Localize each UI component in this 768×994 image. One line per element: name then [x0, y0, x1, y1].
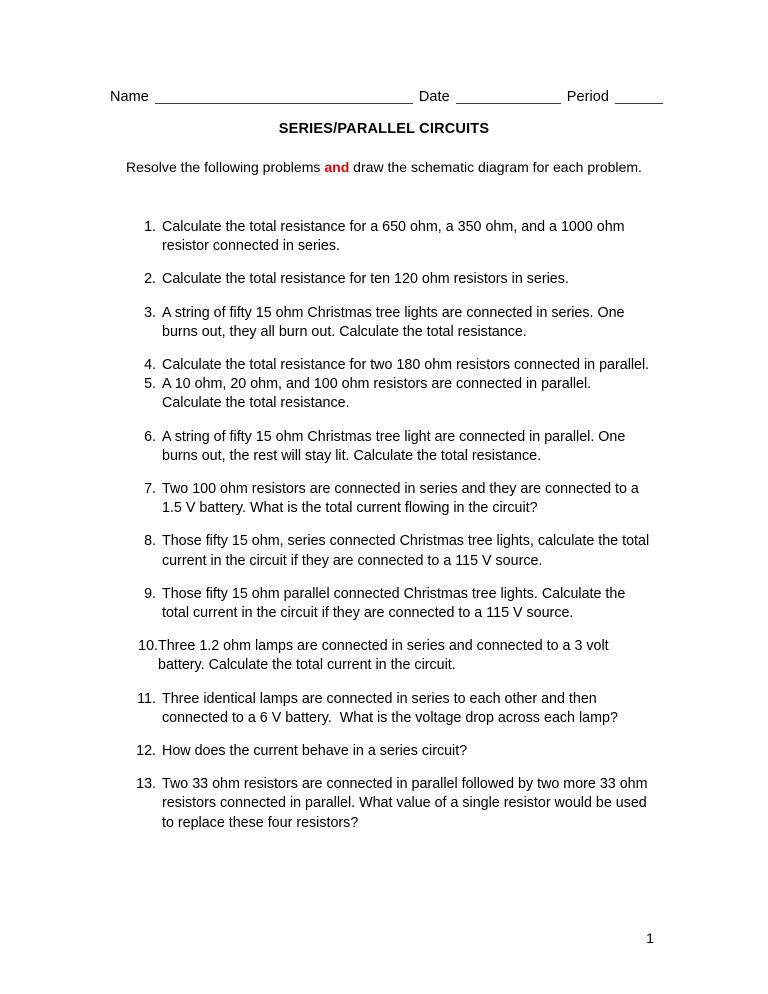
instructions-text-before: Resolve the following problems	[126, 159, 325, 175]
problem-number: 7.	[144, 481, 156, 498]
problem-item	[128, 585, 652, 623]
problem-text: Those fifty 15 ohm, series connected Christmas tree lights, calculate the total current in the circuit if they are connected to a 115 V source.	[162, 533, 650, 569]
problem-number: 12.	[136, 743, 156, 760]
problem-number: 3.	[144, 304, 156, 321]
problem-number: 2.	[144, 271, 156, 288]
problem-list	[128, 218, 652, 847]
problem-item	[128, 356, 652, 375]
problem-number: 6.	[144, 428, 156, 445]
page-number: 1	[646, 930, 654, 946]
problem-number: 4.	[144, 357, 156, 374]
problem-text: Those fifty 15 ohm parallel connected Christmas tree lights. Calculate the total current in the circuit if they are connected to a 115 V source.	[162, 585, 626, 622]
problem-number: 10.	[138, 638, 158, 655]
problem-number: 11.	[137, 690, 156, 707]
problem-item	[128, 532, 652, 570]
problem-item	[128, 742, 652, 761]
problem-text: Calculate the total resistance for a 650 ohm, a 350 ohm, and a 1000 ohm resistor connected in series.	[162, 219, 625, 255]
problem-item	[128, 375, 652, 413]
instructions-line	[0, 159, 768, 175]
problem-item	[128, 270, 652, 289]
problem-number: 8.	[144, 533, 156, 550]
problem-item	[128, 304, 652, 342]
problem-number: 5.	[144, 376, 156, 393]
instructions-emphasis-and: and	[324, 159, 350, 175]
period-blank-field[interactable]	[615, 103, 663, 104]
problem-text: A string of fifty 15 ohm Christmas tree light are connected in parallel. One burns out, the rest will stay lit. Calculate the total resistance.	[162, 428, 626, 464]
instructions-text-after: draw the schematic diagram for each problem.	[349, 159, 642, 175]
problem-text: Two 33 ohm resistors are connected in parallel followed by two more 33 ohm resistors connected in parallel. What value of a single resistor would be used to replace these four resistors?	[162, 776, 648, 831]
problem-text: Calculate the total resistance for two 180 ohm resistors connected in parallel.	[162, 357, 650, 374]
problem-text: Three 1.2 ohm lamps are connected in series and connected to a 3 volt battery. Calculate the total current in the circuit.	[158, 638, 609, 674]
student-info-header	[110, 88, 658, 106]
problem-item	[128, 775, 652, 833]
problem-number: 9.	[144, 585, 156, 602]
problem-text: A string of fifty 15 ohm Christmas tree lights are connected in series. One burns out, they all burn out. Calculate the total resistance.	[162, 304, 625, 340]
date-label: Date	[418, 89, 450, 105]
problem-item	[128, 690, 652, 728]
problem-number: 13.	[136, 776, 156, 793]
page-title: SERIES/PARALLEL CIRCUITS	[278, 121, 490, 137]
name-label: Name	[110, 89, 149, 105]
problem-number: 1.	[144, 219, 156, 235]
name-blank-field[interactable]	[155, 103, 413, 104]
problem-item	[128, 480, 652, 518]
problem-text: Two 100 ohm resistors are connected in series and they are connected to a 1.5 V battery. What is the total current flowing in the circuit?	[162, 481, 639, 517]
problem-text: How does the current behave in a series circuit?	[162, 743, 468, 760]
problem-item	[128, 637, 652, 675]
period-label: Period	[566, 89, 609, 105]
problem-text: Calculate the total resistance for ten 120 ohm resistors in series.	[162, 271, 569, 288]
date-blank-field[interactable]	[456, 103, 561, 104]
problem-text: A 10 ohm, 20 ohm, and 100 ohm resistors are connected in parallel. Calculate the total resistance.	[162, 376, 592, 412]
problem-item	[128, 428, 652, 466]
problem-text: Three identical lamps are connected in series to each other and then connected to a 6 V battery. What is the voltage drop across each lamp?	[162, 690, 618, 726]
problem-item	[128, 218, 652, 256]
